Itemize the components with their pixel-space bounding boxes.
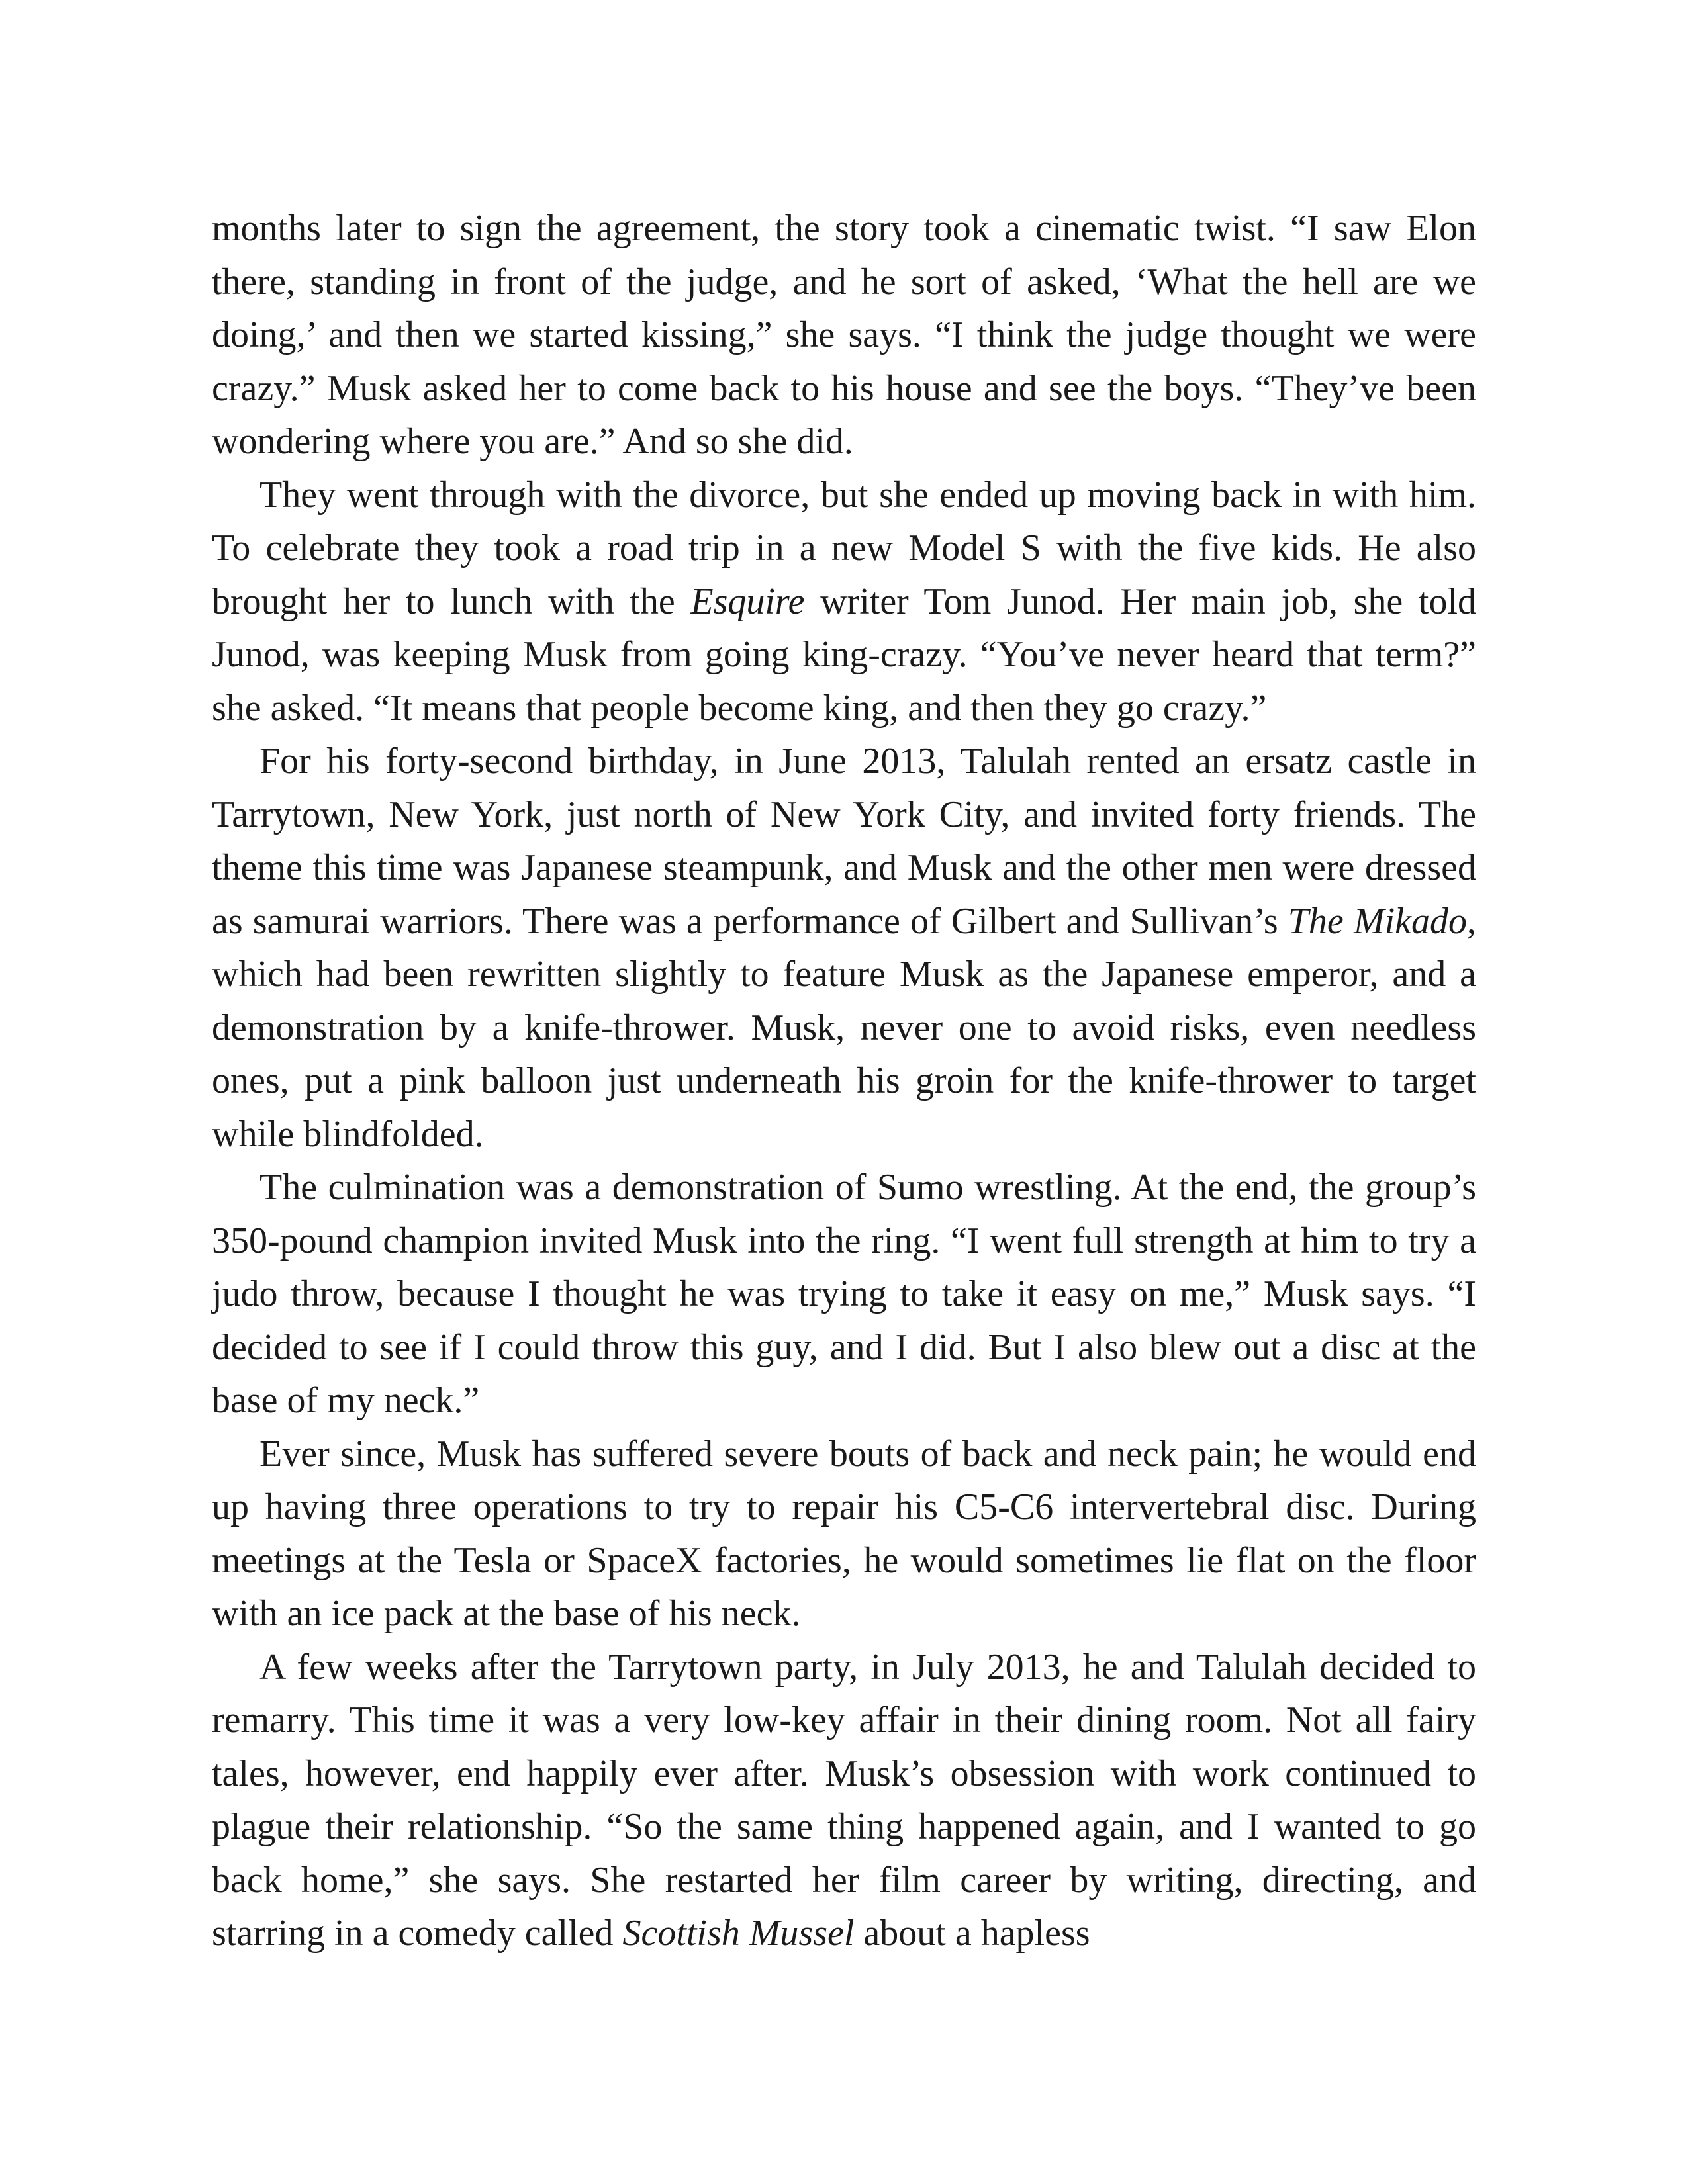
book-title-esquire: Esquire [690, 580, 805, 622]
paragraph-3-text-b: , which had been rewritten slightly to feature Musk as the Japanese emperor, and a demonstration by a knife-thrower. Musk, never one to avoid risks, even needless ones, put a pink balloon just underneath his groin for the knife-thrower to target while blindfolded. [212, 900, 1476, 1155]
paragraph-6-text-b: about a hapless [854, 1913, 1090, 1954]
paragraph-2-text-b: writer Tom Junod. Her main job, she told Junod, was keeping Musk from going king-crazy. “You’ve never heard that term?” she asked. “It means that people become king, and then they go crazy.” [212, 580, 1477, 729]
work-title-mikado: The Mikado [1288, 900, 1467, 942]
film-title-scottish-mussel: Scottish Mussel [622, 1913, 855, 1954]
paragraph-5 [212, 1428, 1476, 1641]
paragraph-2 [212, 469, 1476, 735]
paragraph-4 [212, 1161, 1476, 1428]
paragraph-6-text-a: A few weeks after the Tarrytown party, in July 2013, he and Talulah decided to remarry. This time it was a very low-key affair in their dining room. Not all fairy tales, however, end happily ever after. Musk’s obsession with work continued to plague their relationship. “So the same thing happened again, and I wanted to go back home,” she says. She restarted her film career by writing, directing, and starring in a comedy called [212, 1646, 1476, 1954]
paragraph-6 [212, 1641, 1476, 1960]
paragraph-1 [212, 202, 1476, 469]
paragraph-1-text: months later to sign the agreement, the story took a cinematic twist. “I saw Elon there, standing in front of the judge, and he sort of asked, ‘What the hell are we doing,’ and then we started kissing,” she says. “I think the judge thought we were crazy.” Musk asked her to come back to his house and see the boys. “They’ve been wondering where you are.” And so she did. [212, 208, 1476, 462]
paragraph-2-text-a: They went through with the divorce, but she ended up moving back in with him. To celebrate they took a road trip in a new Model S with the five kids. He also brought her to lunch with the [212, 474, 1476, 622]
paragraph-5-text: Ever since, Musk has suffered severe bouts of back and neck pain; he would end up having three operations to try to repair his C5-C6 intervertebral disc. During meetings at the Tesla or SpaceX factories, he would sometimes lie flat on the floor with an ice pack at the base of his neck. [212, 1433, 1476, 1634]
paragraph-3-text-a: For his forty-second birthday, in June 2013, Talulah rented an ersatz castle in Tarrytown, New York, just north of New York City, and invited forty friends. The theme this time was Japanese steampunk, and Musk and the other men were dressed as samurai warriors. There was a performance of Gilbert and Sullivan’s [212, 741, 1476, 942]
paragraph-4-text: The culmination was a demonstration of Sumo wrestling. At the end, the group’s 350-pound champion invited Musk into the ring. “I went full strength at him to try a judo throw, because I thought he was trying to take it easy on me,” Musk says. “I decided to see if I could throw this guy, and I did. But I also blew out a disc at the base of my neck.” [212, 1167, 1476, 1421]
paragraph-3 [212, 735, 1476, 1161]
page-body [212, 202, 1476, 1960]
